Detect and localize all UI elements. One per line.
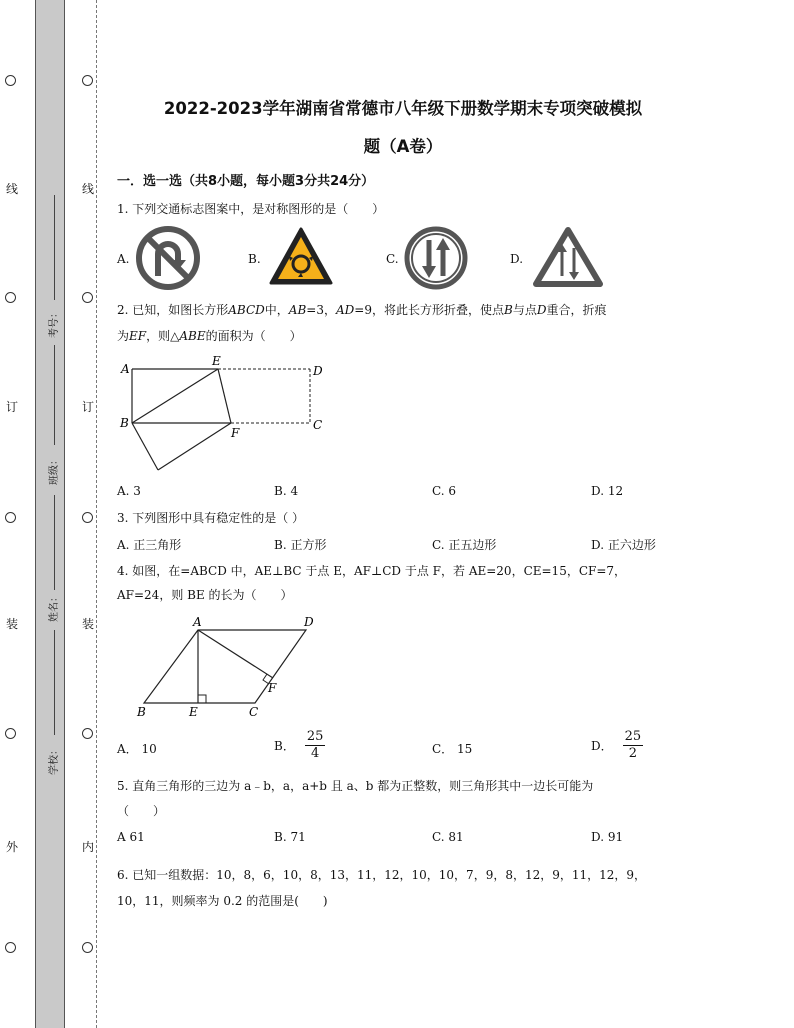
field-school: 学校：: [49, 745, 60, 775]
section-heading: 一．选一选（共8小题，每小题3分共24分）: [117, 174, 375, 189]
q1-option-a-label: A.: [117, 252, 130, 266]
field-blank[interactable]: [54, 195, 55, 300]
margin-char: 订: [6, 400, 19, 414]
q2-label-f: F: [231, 426, 240, 440]
q2-option-d: D. 12: [591, 484, 624, 498]
two-way-warning-sign-icon: [532, 226, 604, 288]
question-2-stem-line1: 2. 已知，如图长方形ABCD中，AB=3，AD=9，将此长方形折叠，使点B与点D重合，折痕: [117, 303, 607, 317]
page-title: 2022-2023学年湖南省常德市八年级下册数学期末专项突破模拟: [163, 99, 643, 118]
q4-option-d-fraction: $\frac{25}{2}$: [624, 729, 642, 761]
q2-label-b: B: [120, 416, 129, 430]
q5-option-b: B. 71: [274, 830, 306, 844]
q4-label-e: E: [189, 705, 198, 719]
question-4-stem-line2: AF=24，则 BE 的长为（ ）: [117, 588, 293, 602]
q4-label-f: F: [268, 681, 277, 695]
q2-label-c: C: [313, 418, 323, 432]
binding-strip: [36, 0, 64, 1028]
margin-char: 装: [6, 617, 19, 631]
field-exam-number: 考号：: [49, 308, 60, 338]
roundabout-warning-sign-icon: [268, 226, 334, 286]
field-blank[interactable]: [54, 345, 55, 445]
q4-parallelogram-figure: [130, 612, 325, 722]
margin-char: 内: [82, 840, 95, 854]
q1-option-d-label: D.: [510, 252, 524, 266]
binding-hole: [82, 512, 93, 523]
q4-option-b-fraction: $\frac{25}{4}$: [306, 729, 324, 761]
margin-char: 装: [82, 617, 95, 631]
q4-option-b: B． $\frac{25}{4}$: [274, 729, 324, 761]
q4-option-a: A． 10: [117, 742, 157, 756]
q1-option-c-label: C.: [386, 252, 399, 266]
q1-option-b-label: B.: [248, 252, 261, 266]
margin-line-cut: [96, 0, 97, 1028]
q3-option-a: A. 正三角形: [117, 538, 182, 552]
q2-option-a: A. 3: [117, 484, 141, 498]
q3-option-b: B. 正方形: [274, 538, 327, 552]
q4-label-b: B: [137, 705, 146, 719]
question-1-stem: 1. 下列交通标志图案中，是对称图形的是（ ）: [117, 202, 385, 216]
binding-hole: [5, 75, 16, 86]
binding-hole: [82, 942, 93, 953]
q5-option-a: A 61: [117, 830, 145, 844]
q5-option-c: C. 81: [432, 830, 464, 844]
page-title-cont: 题（A卷）: [363, 137, 443, 156]
binding-hole: [82, 292, 93, 303]
binding-hole: [5, 728, 16, 739]
field-blank[interactable]: [54, 495, 55, 590]
q2-option-c: C. 6: [432, 484, 457, 498]
q4-option-d: D． $\frac{25}{2}$: [591, 729, 642, 761]
question-2-stem-line2: 为EF，则△ABE的面积为（ ）: [117, 329, 302, 343]
question-6-stem-line2: 10，11，则频率为 0.2 的范围是( ): [117, 894, 328, 908]
question-5-stem-line2: （ ）: [117, 804, 166, 818]
q4-label-d: D: [304, 615, 314, 629]
question-6-stem-line1: 6. 已知一组数据：10，8，6，10，8，13，11，12，10，10，7，9，8，12，9，11，12，9，: [117, 868, 647, 882]
question-5-stem-line1: 5. 直角三角形的三边为 a﹣b，a，a+b 且 a、b 都为正整数，则三角形其中一边长可能为: [117, 779, 594, 793]
margin-char: 线: [6, 182, 19, 196]
margin-char: 线: [82, 182, 95, 196]
question-3-stem: 3. 下列图形中具有稳定性的是（ ）: [117, 511, 305, 525]
field-name: 姓名：: [49, 592, 60, 622]
question-4-stem-line1: 4. 如图，在=ABCD 中，AE⊥BC 于点 E，AF⊥CD 于点 F，若 AE=20，CE=15，CF=7，: [117, 564, 627, 578]
q2-label-d: D: [313, 364, 323, 378]
two-way-traffic-sign-icon: [404, 226, 468, 290]
margin-char: 外: [6, 840, 19, 854]
q2-folded-rectangle-figure: [115, 355, 330, 475]
q4-label-a: A: [193, 615, 202, 629]
q4-label-c: C: [249, 705, 259, 719]
field-blank[interactable]: [54, 630, 55, 735]
q3-option-c: C. 正五边形: [432, 538, 497, 552]
q2-option-b: B. 4: [274, 484, 299, 498]
binding-hole: [82, 75, 93, 86]
q2-label-a: A: [121, 362, 130, 376]
binding-hole: [5, 292, 16, 303]
field-class: 班级：: [49, 455, 60, 485]
binding-hole: [5, 942, 16, 953]
q4-option-c: C． 15: [432, 742, 473, 756]
q5-option-d: D. 91: [591, 830, 624, 844]
q2-label-e: E: [212, 355, 221, 368]
binding-hole: [5, 512, 16, 523]
margin-char: 订: [82, 400, 95, 414]
margin-line-mid: [64, 0, 65, 1028]
q3-option-d: D. 正六边形: [591, 538, 656, 552]
binding-hole: [82, 728, 93, 739]
no-u-turn-sign-icon: [136, 226, 200, 290]
